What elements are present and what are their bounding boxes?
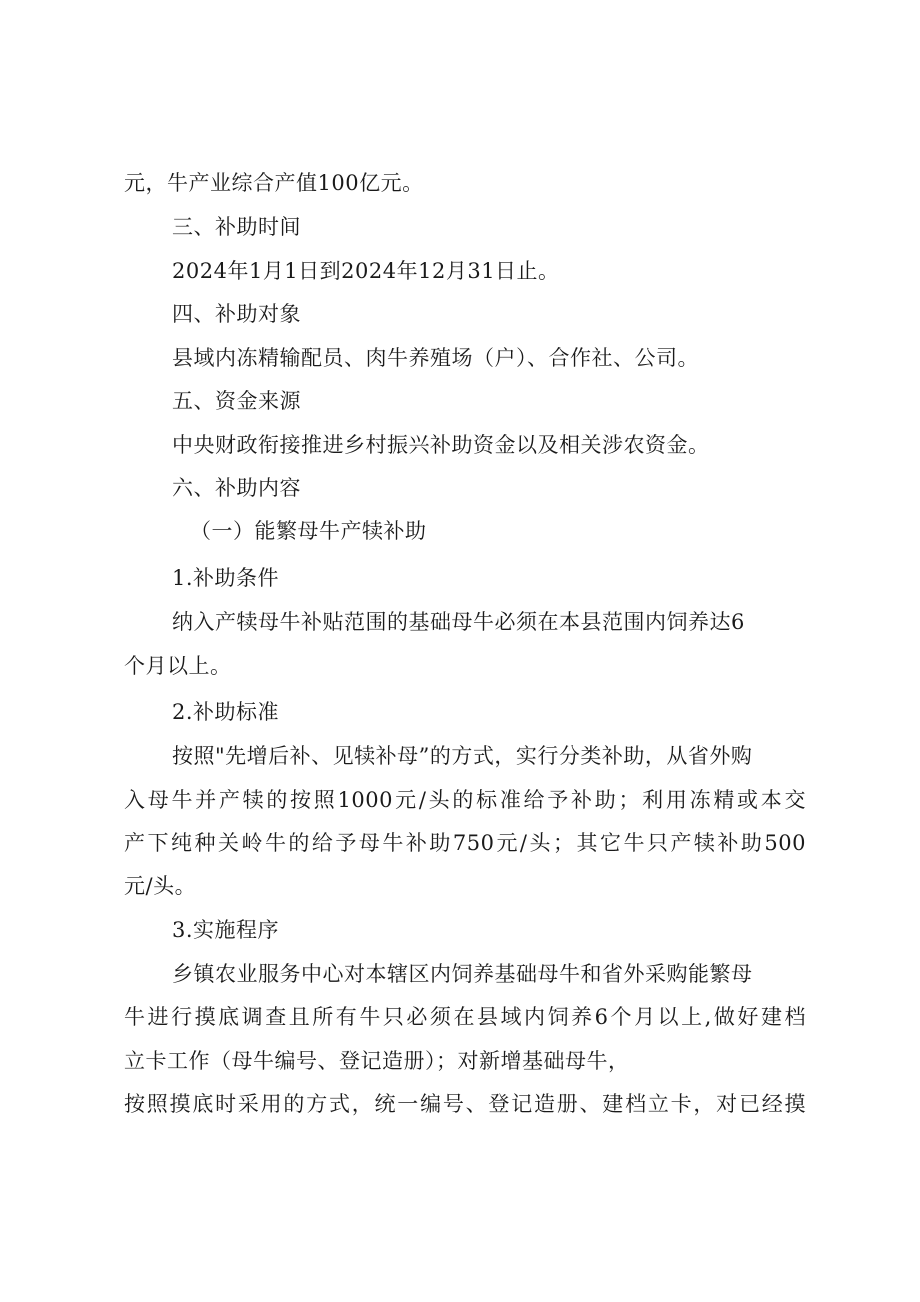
text-line-standard-4: 元/头。 (124, 874, 197, 898)
text-line-standard-2: 入母牛并产犊的按照1000元/头的标准给予补助；利用冻精或本交 (124, 788, 806, 812)
heading-subsidy-target: 四、补助对象 (172, 302, 301, 326)
text-line-subsidy-period: 2024年1月1日到2024年12月31日止。 (172, 259, 560, 283)
text-line-conditions-2: 个月以上。 (124, 654, 232, 678)
text-line-implementation-1: 乡镇农业服务中心对本辖区内饲养基础母牛和省外采购能繁母 (172, 962, 753, 986)
text-line-implementation-3: 立卡工作（母牛编号、登记造册）；对新增基础母牛， (124, 1049, 630, 1073)
subheading-calving-subsidy: （一）能繁母牛产犊补助 (190, 519, 427, 543)
text-line-output-value: 元，牛产业综合产值100亿元。 (124, 171, 424, 195)
text-line-conditions-1: 纳入产犊母牛补贴范围的基础母牛必须在本县范围内饲养达6 (172, 610, 745, 634)
heading-subsidy-conditions: 1.补助条件 (172, 566, 280, 590)
text-line-standard-3: 产下纯种关岭牛的给予母牛补助750元/头；其它牛只产犊补助500 (124, 831, 806, 855)
text-line-fund-source: 中央财政衔接推进乡村振兴补助资金以及相关涉农资金。 (172, 433, 710, 457)
heading-subsidy-standard: 2.补助标准 (172, 700, 280, 724)
text-line-implementation-2: 牛进行摸底调查且所有牛只必须在县域内饲养6个月以上,做好建档 (124, 1005, 806, 1029)
text-line-standard-1: 按照"先增后补、见犊补母”的方式，实行分类补助，从省外购 (172, 744, 753, 768)
text-line-subsidy-target: 县域内冻精输配员、肉牛养殖场（户）、合作社、公司。 (172, 346, 699, 370)
heading-implementation: 3.实施程序 (172, 918, 280, 942)
text-line-implementation-4: 按照摸底时采用的方式，统一编号、登记造册、建档立卡，对已经摸 (124, 1092, 806, 1116)
heading-subsidy-period: 三、补助时间 (172, 215, 301, 239)
heading-fund-source: 五、资金来源 (172, 389, 301, 413)
heading-subsidy-content: 六、补助内容 (172, 476, 301, 500)
